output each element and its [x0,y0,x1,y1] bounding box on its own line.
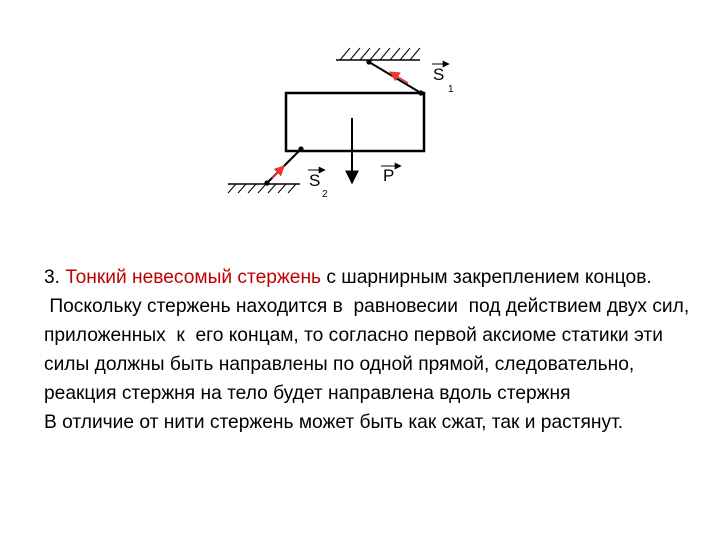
highlighted-term: Тонкий невесомый стержень [65,267,322,288]
paragraph-2: Поскольку стержень находится в равновесии под действием двух сил, приложенных к его концам, то согласно первой аксиоме статики эти силы должны быть направлены по одной прямой, следовательно, реакция стержня на тело будет направлена вдоль стержня [44,296,695,404]
paragraph-1 [44,263,704,292]
paragraph-3: В отличие от нити стержень может быть как сжат, так и растянут. [44,412,624,433]
bottom-rod-hinge-lower [264,180,269,185]
top-rod-hinge-upper [366,59,371,64]
s1-subscript: 1 [448,84,454,95]
p-label: P [383,166,395,185]
top-support-hatching [336,48,420,60]
paragraph-1-rest: с шарнирным закреплением концов. [321,267,652,288]
bottom-support-hatching [228,184,300,193]
item-number: 3. [44,267,61,288]
bottom-rod-hinge-upper [298,146,303,151]
s1-label: S [433,65,445,84]
top-rod-hinge-lower [418,90,423,95]
s2-subscript: 2 [322,189,328,200]
s1-force-arrow [390,72,408,83]
s2-label: S [309,171,321,190]
s2-force-arrow [272,166,284,178]
top-rod [369,62,421,93]
rod-diagram [0,0,720,260]
explanation-text [44,263,704,437]
body-rectangle [286,93,424,151]
